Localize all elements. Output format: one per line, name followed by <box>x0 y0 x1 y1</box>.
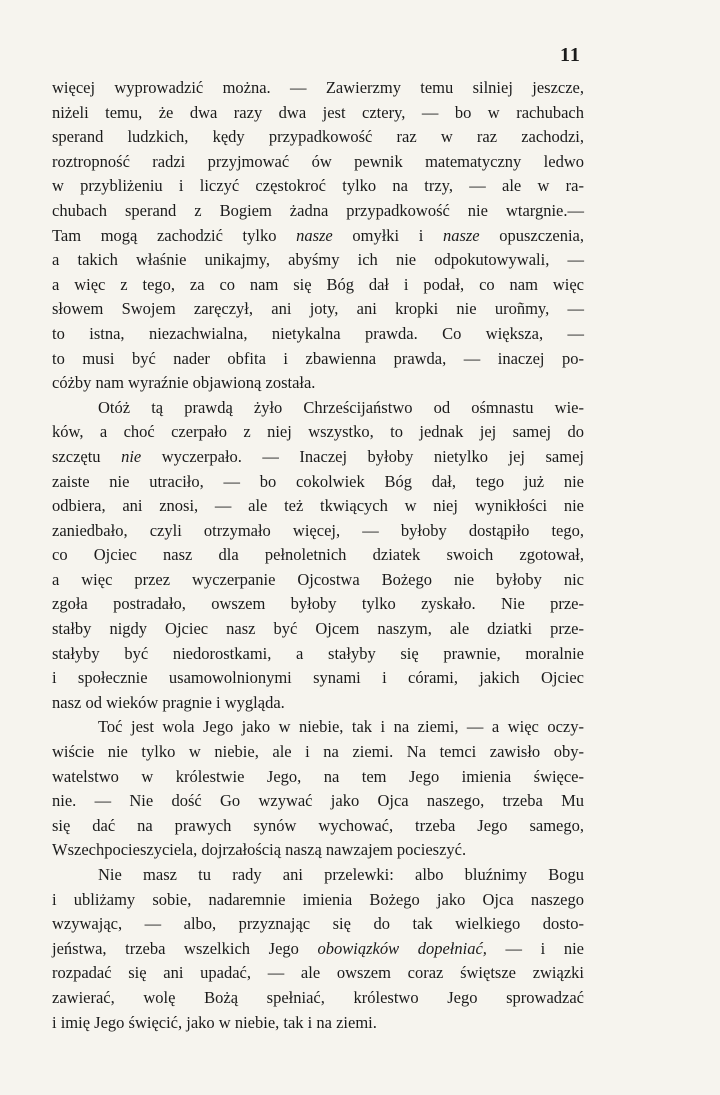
paragraph-start: Toć jest wola Jego jako w niebie, tak i na ziemi, — a więc oczy- <box>98 717 584 737</box>
text-line: chubach sperand z Bogiem żadna przypadkowość nie wtargnie.— <box>52 200 584 220</box>
text-line: cóżby nam wyraźnie objawioną została. <box>52 373 316 393</box>
text-line: w przybliżeniu i liczyć częstokroć tylko na trzy, — ale w ra- <box>52 176 584 196</box>
text-line: nasz od wieków pragnie i wygląda. <box>52 692 285 712</box>
body-text <box>52 76 584 1035</box>
text-line: watelstwo w królestwie Jego, na tem Jego imienia święce- <box>52 766 584 786</box>
text-line: zaiste nie utraciło, — bo cokolwiek Bóg dał, tego już nie <box>52 471 584 491</box>
text-line: jeństwa, trzeba wszelkich Jego obowiązków dopełniać, — i nie <box>52 938 585 958</box>
page-number: 11 <box>560 44 581 66</box>
text-line: więcej wyprowadzić można. — Zawierzmy temu silniej jeszcze, <box>52 78 584 97</box>
text-line: nie. — Nie dość Go wzywać jako Ojca naszego, trzeba Mu <box>52 791 584 811</box>
text-line: wzywając, — albo, przyznając się do tak wielkiego dosto- <box>52 914 584 934</box>
text-line: rozpadać się ani upadać, — ale owszem coraz świętsze związki <box>52 963 584 983</box>
text-line: stałby nigdy Ojciec nasz być Ojcem naszym, ale dziatki prze- <box>52 619 584 639</box>
text-line: a takich właśnie unikajmy, abyśmy ich nie odpokutowywali, — <box>52 250 584 270</box>
italic-emphasis: obowiązków dopełniać, <box>317 938 487 958</box>
text-line: zgoła postradało, owszem byłoby tylko zyskało. Nie prze- <box>52 594 584 614</box>
text-line: i imię Jego święcić, jako w niebie, tak i na ziemi. <box>52 1012 377 1032</box>
text-line: stałyby być niedorostkami, a stałyby się prawnie, moralnie <box>52 643 584 663</box>
paragraph-start: Nie masz tu rady ani przelewki: albo bluźnimy Bogu <box>98 865 584 884</box>
text-line: zaniedbało, czyli otrzymało więcej, — byłoby dostąpiło tego, <box>52 520 584 540</box>
text-line: Tam mogą zachodzić tylko nasze omyłki i nasze opuszczenia, <box>52 225 585 245</box>
text-line: a więc przez wyczerpanie Ojcostwa Bożego nie byłoby nic <box>52 569 584 589</box>
italic-emphasis: nasze <box>442 225 480 245</box>
text-line: się dać na prawych synów wychować, trzeba Jego samego, <box>52 815 584 835</box>
text-line: niżeli temu, że dwa razy dwa jest cztery, — bo w rachubach <box>52 102 584 122</box>
text-line: a więc z tego, za co nam się Bóg dał i podał, co nam więc <box>52 274 584 294</box>
text-line: co Ojciec nasz dla pełnoletnich dziatek swoich zgotował, <box>52 545 584 565</box>
italic-emphasis: nie <box>121 446 142 466</box>
text-line: odbiera, ani znosi, — ale też tkwiących w niej wynikłości nie <box>52 496 584 516</box>
text-line: zawierać, wolę Bożą spełniać, królestwo Jego sprowadzać <box>52 987 584 1007</box>
text-line: to musi być nader obfita i zbawienna prawda, — inaczej po- <box>52 348 584 368</box>
text-line: to istna, niezachwialna, nietykalna prawda. Co większa, — <box>52 323 584 343</box>
italic-emphasis: nasze <box>296 225 333 245</box>
text-line: Wszechpocieszyciela, dojrzałością naszą nawzajem pocieszyć. <box>52 840 467 860</box>
text-line: i ubliżamy sobie, nadaremnie imienia Bożego jako Ojca naszego <box>52 889 584 909</box>
text-line: sperand ludzkich, kędy przypadkowość raz w raz zachodzi, <box>52 127 584 147</box>
text-line: wiście nie tylko w niebie, ale i na ziemi. Na temci zawisło oby- <box>52 742 584 762</box>
text-line: ków, a choć czerpało z niej wszystko, to jednak jej samej do <box>52 422 584 442</box>
text-line: słowem Swojem zaręczył, ani joty, ani kropki nie uroñmy, — <box>52 299 584 319</box>
text-line: roztropność radzi przyjmować ów pewnik matematyczny ledwo <box>52 151 584 171</box>
text-line: szczętu nie wyczerpało. — Inaczej byłoby nietylko jej samej <box>52 446 584 466</box>
paragraph-start: Otóż tą prawdą żyło Chrześcijaństwo od ośmnastu wie- <box>98 397 584 417</box>
text-line: i społecznie usamowolnionymi synami i córami, jakich Ojciec <box>52 668 584 688</box>
